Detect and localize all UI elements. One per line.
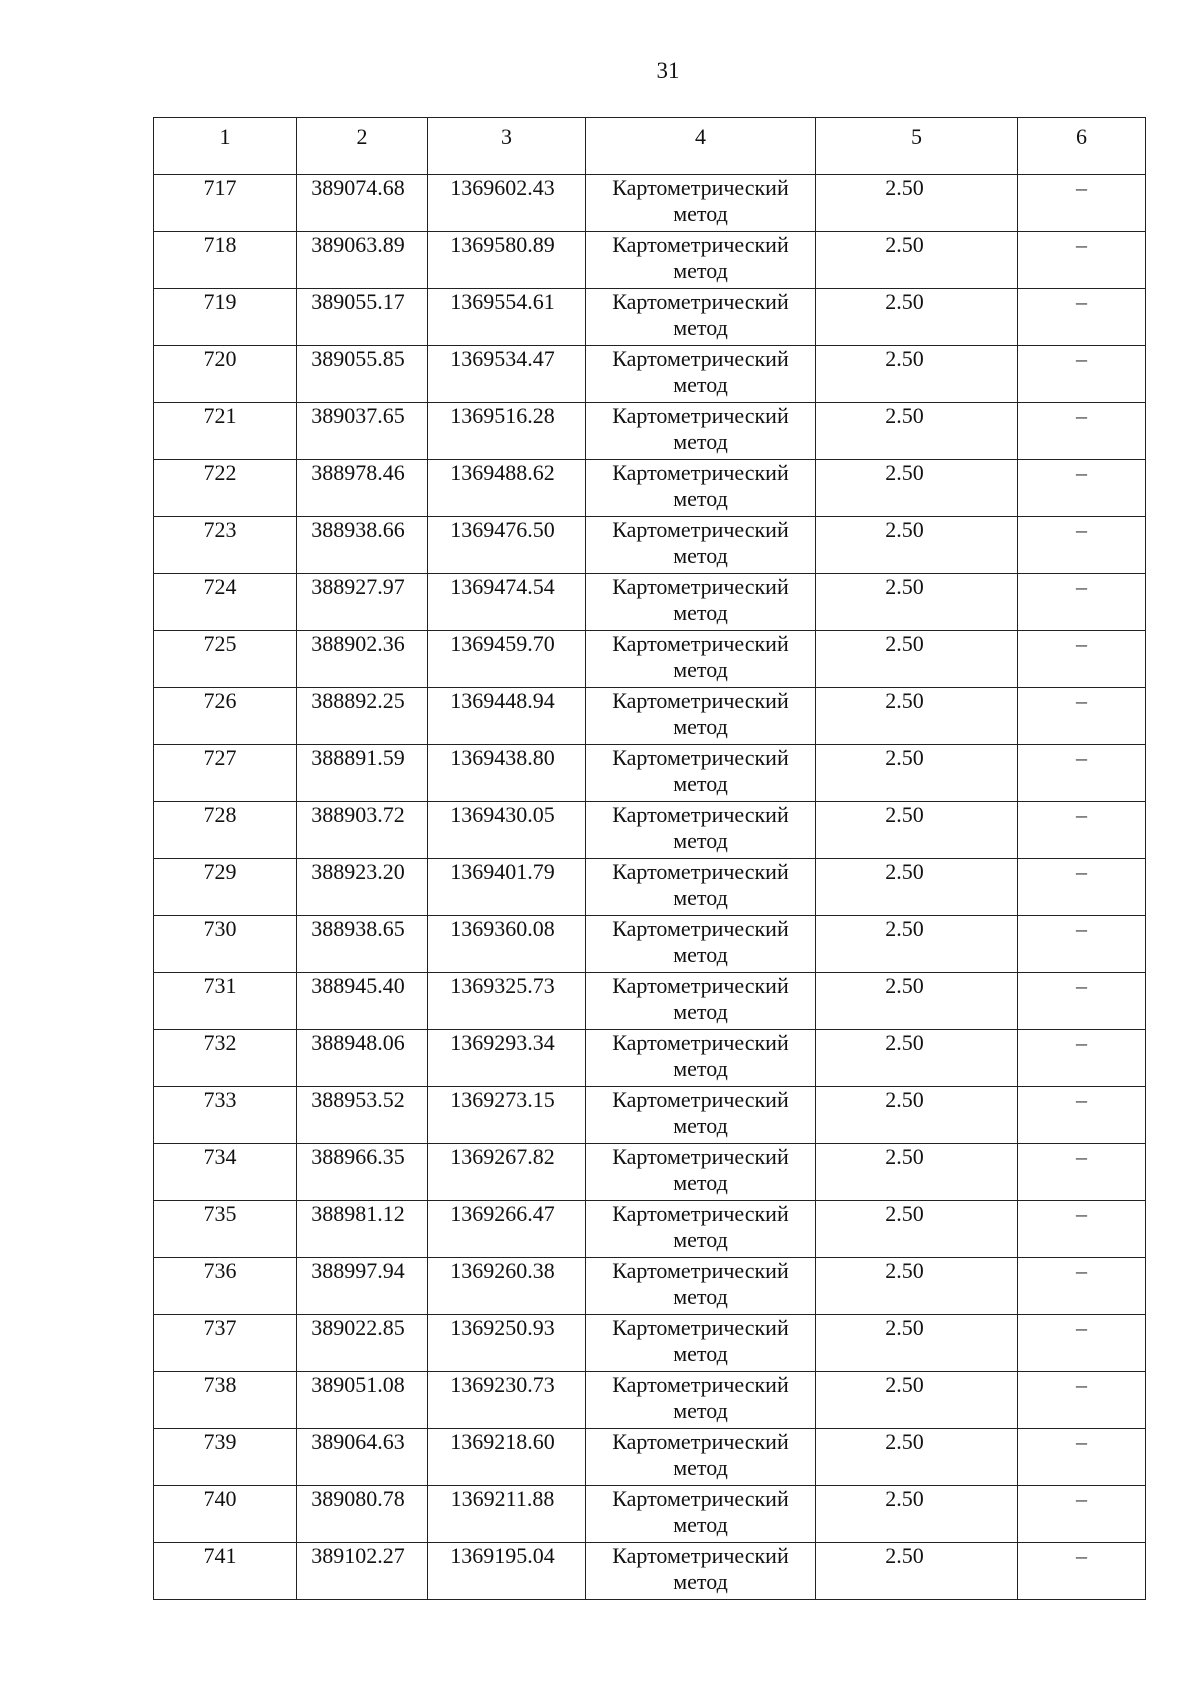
accuracy-cell: 2.50	[816, 517, 1018, 574]
method-line-2: метод	[673, 1170, 728, 1195]
note-cell: –	[1018, 574, 1146, 631]
x-coordinate-cell: 389080.78	[297, 1486, 428, 1543]
method-cell	[586, 232, 816, 289]
table-row	[154, 1030, 1146, 1087]
x-coordinate-cell: 388948.06	[297, 1030, 428, 1087]
y-coordinate-cell: 1369448.94	[428, 688, 586, 745]
method-line-1: Картометрический	[612, 745, 789, 770]
x-coordinate-cell: 389064.63	[297, 1429, 428, 1486]
table-row	[154, 403, 1146, 460]
method-cell	[586, 802, 816, 859]
method-line-1: Картометрический	[612, 403, 789, 428]
y-coordinate-cell: 1369474.54	[428, 574, 586, 631]
table-row	[154, 631, 1146, 688]
note-cell: –	[1018, 346, 1146, 403]
method-cell	[586, 1144, 816, 1201]
point-number-cell: 724	[154, 574, 297, 631]
point-number-cell: 737	[154, 1315, 297, 1372]
method-line-2: метод	[673, 885, 728, 910]
note-cell: –	[1018, 1087, 1146, 1144]
method-cell	[586, 175, 816, 232]
note-cell: –	[1018, 1543, 1146, 1600]
header-col-6: 6	[1018, 118, 1146, 175]
method-line-1: Картометрический	[612, 802, 789, 827]
method-line-1: Картометрический	[612, 175, 789, 200]
accuracy-cell: 2.50	[816, 232, 1018, 289]
header-col-4: 4	[586, 118, 816, 175]
method-cell	[586, 574, 816, 631]
method-line-1: Картометрический	[612, 973, 789, 998]
method-cell	[586, 403, 816, 460]
table-row	[154, 175, 1146, 232]
note-cell: –	[1018, 289, 1146, 346]
method-line-1: Картометрический	[612, 517, 789, 542]
point-number-cell: 719	[154, 289, 297, 346]
method-cell	[586, 1087, 816, 1144]
header-col-5: 5	[816, 118, 1018, 175]
method-line-1: Картометрический	[612, 1030, 789, 1055]
x-coordinate-cell: 388945.40	[297, 973, 428, 1030]
method-line-1: Картометрический	[612, 1315, 789, 1340]
method-cell	[586, 1486, 816, 1543]
note-cell: –	[1018, 175, 1146, 232]
method-line-1: Картометрический	[612, 1201, 789, 1226]
method-line-2: метод	[673, 1398, 728, 1423]
header-col-1: 1	[154, 118, 297, 175]
accuracy-cell: 2.50	[816, 175, 1018, 232]
y-coordinate-cell: 1369476.50	[428, 517, 586, 574]
method-line-2: метод	[673, 771, 728, 796]
y-coordinate-cell: 1369580.89	[428, 232, 586, 289]
y-coordinate-cell: 1369516.28	[428, 403, 586, 460]
header-col-2: 2	[297, 118, 428, 175]
note-cell: –	[1018, 232, 1146, 289]
accuracy-cell: 2.50	[816, 1429, 1018, 1486]
note-cell: –	[1018, 517, 1146, 574]
method-line-2: метод	[673, 1512, 728, 1537]
table-row	[154, 1201, 1146, 1258]
y-coordinate-cell: 1369459.70	[428, 631, 586, 688]
point-number-cell: 736	[154, 1258, 297, 1315]
table-row	[154, 802, 1146, 859]
point-number-cell: 733	[154, 1087, 297, 1144]
method-cell	[586, 460, 816, 517]
note-cell: –	[1018, 460, 1146, 517]
x-coordinate-cell: 388953.52	[297, 1087, 428, 1144]
y-coordinate-cell: 1369534.47	[428, 346, 586, 403]
y-coordinate-cell: 1369260.38	[428, 1258, 586, 1315]
accuracy-cell: 2.50	[816, 289, 1018, 346]
table-row	[154, 517, 1146, 574]
accuracy-cell: 2.50	[816, 802, 1018, 859]
method-line-2: метод	[673, 429, 728, 454]
x-coordinate-cell: 388966.35	[297, 1144, 428, 1201]
accuracy-cell: 2.50	[816, 1486, 1018, 1543]
point-number-cell: 722	[154, 460, 297, 517]
method-line-1: Картометрический	[612, 1258, 789, 1283]
point-number-cell: 728	[154, 802, 297, 859]
x-coordinate-cell: 389055.17	[297, 289, 428, 346]
point-number-cell: 726	[154, 688, 297, 745]
table-row	[154, 1486, 1146, 1543]
method-cell	[586, 289, 816, 346]
x-coordinate-cell: 389055.85	[297, 346, 428, 403]
y-coordinate-cell: 1369488.62	[428, 460, 586, 517]
y-coordinate-cell: 1369266.47	[428, 1201, 586, 1258]
x-coordinate-cell: 388903.72	[297, 802, 428, 859]
table-row	[154, 973, 1146, 1030]
y-coordinate-cell: 1369218.60	[428, 1429, 586, 1486]
y-coordinate-cell: 1369602.43	[428, 175, 586, 232]
table-row	[154, 346, 1146, 403]
method-cell	[586, 1429, 816, 1486]
accuracy-cell: 2.50	[816, 1372, 1018, 1429]
y-coordinate-cell: 1369293.34	[428, 1030, 586, 1087]
accuracy-cell: 2.50	[816, 1030, 1018, 1087]
method-line-2: метод	[673, 372, 728, 397]
coordinates-table	[153, 117, 1146, 1600]
method-line-1: Картометрический	[612, 1486, 789, 1511]
note-cell: –	[1018, 403, 1146, 460]
method-line-2: метод	[673, 714, 728, 739]
table-header	[154, 118, 1146, 175]
accuracy-cell: 2.50	[816, 1258, 1018, 1315]
note-cell: –	[1018, 916, 1146, 973]
table-body	[154, 175, 1146, 1600]
method-cell	[586, 1030, 816, 1087]
y-coordinate-cell: 1369195.04	[428, 1543, 586, 1600]
note-cell: –	[1018, 973, 1146, 1030]
method-line-1: Картометрический	[612, 859, 789, 884]
note-cell: –	[1018, 1258, 1146, 1315]
header-col-3: 3	[428, 118, 586, 175]
point-number-cell: 717	[154, 175, 297, 232]
note-cell: –	[1018, 688, 1146, 745]
table-row	[154, 1429, 1146, 1486]
method-line-2: метод	[673, 258, 728, 283]
x-coordinate-cell: 388938.65	[297, 916, 428, 973]
accuracy-cell: 2.50	[816, 1315, 1018, 1372]
method-cell	[586, 1372, 816, 1429]
x-coordinate-cell: 388892.25	[297, 688, 428, 745]
method-line-1: Картометрический	[612, 346, 789, 371]
method-cell	[586, 631, 816, 688]
method-line-2: метод	[673, 543, 728, 568]
table-row	[154, 289, 1146, 346]
y-coordinate-cell: 1369438.80	[428, 745, 586, 802]
table-row	[154, 1372, 1146, 1429]
point-number-cell: 738	[154, 1372, 297, 1429]
accuracy-cell: 2.50	[816, 973, 1018, 1030]
method-cell	[586, 973, 816, 1030]
accuracy-cell: 2.50	[816, 346, 1018, 403]
point-number-cell: 739	[154, 1429, 297, 1486]
y-coordinate-cell: 1369401.79	[428, 859, 586, 916]
method-line-1: Картометрический	[612, 1087, 789, 1112]
y-coordinate-cell: 1369430.05	[428, 802, 586, 859]
method-line-2: метод	[673, 1113, 728, 1138]
note-cell: –	[1018, 1144, 1146, 1201]
x-coordinate-cell: 388923.20	[297, 859, 428, 916]
table-row	[154, 232, 1146, 289]
note-cell: –	[1018, 631, 1146, 688]
point-number-cell: 729	[154, 859, 297, 916]
point-number-cell: 718	[154, 232, 297, 289]
point-number-cell: 734	[154, 1144, 297, 1201]
x-coordinate-cell: 388891.59	[297, 745, 428, 802]
method-line-2: метод	[673, 315, 728, 340]
y-coordinate-cell: 1369554.61	[428, 289, 586, 346]
method-line-2: метод	[673, 1056, 728, 1081]
method-line-1: Картометрический	[612, 1144, 789, 1169]
method-line-2: метод	[673, 657, 728, 682]
accuracy-cell: 2.50	[816, 1144, 1018, 1201]
x-coordinate-cell: 389051.08	[297, 1372, 428, 1429]
x-coordinate-cell: 389074.68	[297, 175, 428, 232]
method-cell	[586, 688, 816, 745]
accuracy-cell: 2.50	[816, 574, 1018, 631]
method-line-2: метод	[673, 1227, 728, 1252]
table-row	[154, 460, 1146, 517]
x-coordinate-cell: 388997.94	[297, 1258, 428, 1315]
method-line-2: метод	[673, 201, 728, 226]
accuracy-cell: 2.50	[816, 1201, 1018, 1258]
accuracy-cell: 2.50	[816, 745, 1018, 802]
method-cell	[586, 859, 816, 916]
method-line-2: метод	[673, 999, 728, 1024]
point-number-cell: 725	[154, 631, 297, 688]
method-line-2: метод	[673, 1341, 728, 1366]
note-cell: –	[1018, 1372, 1146, 1429]
point-number-cell: 732	[154, 1030, 297, 1087]
x-coordinate-cell: 389102.27	[297, 1543, 428, 1600]
method-cell	[586, 1543, 816, 1600]
accuracy-cell: 2.50	[816, 631, 1018, 688]
x-coordinate-cell: 388927.97	[297, 574, 428, 631]
method-cell	[586, 745, 816, 802]
y-coordinate-cell: 1369267.82	[428, 1144, 586, 1201]
accuracy-cell: 2.50	[816, 916, 1018, 973]
note-cell: –	[1018, 1315, 1146, 1372]
note-cell: –	[1018, 1486, 1146, 1543]
method-cell	[586, 346, 816, 403]
method-line-1: Картометрический	[612, 1429, 789, 1454]
accuracy-cell: 2.50	[816, 688, 1018, 745]
point-number-cell: 721	[154, 403, 297, 460]
y-coordinate-cell: 1369325.73	[428, 973, 586, 1030]
y-coordinate-cell: 1369230.73	[428, 1372, 586, 1429]
accuracy-cell: 2.50	[816, 1087, 1018, 1144]
method-line-1: Картометрический	[612, 688, 789, 713]
method-cell	[586, 1258, 816, 1315]
table-row	[154, 688, 1146, 745]
page-number: 31	[656, 58, 680, 83]
point-number-cell: 727	[154, 745, 297, 802]
method-line-2: метод	[673, 1569, 728, 1594]
method-line-1: Картометрический	[612, 1372, 789, 1397]
table-row	[154, 859, 1146, 916]
method-cell	[586, 1315, 816, 1372]
x-coordinate-cell: 388902.36	[297, 631, 428, 688]
table-row	[154, 916, 1146, 973]
method-line-1: Картометрический	[612, 232, 789, 257]
accuracy-cell: 2.50	[816, 403, 1018, 460]
method-line-2: метод	[673, 486, 728, 511]
y-coordinate-cell: 1369273.15	[428, 1087, 586, 1144]
header-row	[154, 118, 1146, 175]
method-line-2: метод	[673, 600, 728, 625]
x-coordinate-cell: 389022.85	[297, 1315, 428, 1372]
table-row	[154, 1543, 1146, 1600]
method-line-2: метод	[673, 942, 728, 967]
x-coordinate-cell: 388978.46	[297, 460, 428, 517]
method-line-1: Картометрический	[612, 1543, 789, 1568]
point-number-cell: 723	[154, 517, 297, 574]
table-row	[154, 574, 1146, 631]
x-coordinate-cell: 389037.65	[297, 403, 428, 460]
note-cell: –	[1018, 745, 1146, 802]
table-row	[154, 1087, 1146, 1144]
method-line-2: метод	[673, 1284, 728, 1309]
table-row	[154, 1258, 1146, 1315]
method-line-1: Картометрический	[612, 916, 789, 941]
x-coordinate-cell: 388981.12	[297, 1201, 428, 1258]
point-number-cell: 720	[154, 346, 297, 403]
table-row	[154, 1315, 1146, 1372]
accuracy-cell: 2.50	[816, 859, 1018, 916]
point-number-cell: 730	[154, 916, 297, 973]
method-cell	[586, 517, 816, 574]
note-cell: –	[1018, 1201, 1146, 1258]
method-line-2: метод	[673, 828, 728, 853]
table-row	[154, 745, 1146, 802]
accuracy-cell: 2.50	[816, 1543, 1018, 1600]
y-coordinate-cell: 1369211.88	[428, 1486, 586, 1543]
method-line-1: Картометрический	[612, 631, 789, 656]
point-number-cell: 740	[154, 1486, 297, 1543]
point-number-cell: 741	[154, 1543, 297, 1600]
note-cell: –	[1018, 859, 1146, 916]
y-coordinate-cell: 1369360.08	[428, 916, 586, 973]
method-line-1: Картометрический	[612, 460, 789, 485]
note-cell: –	[1018, 1429, 1146, 1486]
method-cell	[586, 1201, 816, 1258]
x-coordinate-cell: 389063.89	[297, 232, 428, 289]
y-coordinate-cell: 1369250.93	[428, 1315, 586, 1372]
method-line-1: Картометрический	[612, 574, 789, 599]
method-cell	[586, 916, 816, 973]
table-row	[154, 1144, 1146, 1201]
method-line-2: метод	[673, 1455, 728, 1480]
point-number-cell: 731	[154, 973, 297, 1030]
note-cell: –	[1018, 802, 1146, 859]
point-number-cell: 735	[154, 1201, 297, 1258]
accuracy-cell: 2.50	[816, 460, 1018, 517]
x-coordinate-cell: 388938.66	[297, 517, 428, 574]
method-line-1: Картометрический	[612, 289, 789, 314]
note-cell: –	[1018, 1030, 1146, 1087]
